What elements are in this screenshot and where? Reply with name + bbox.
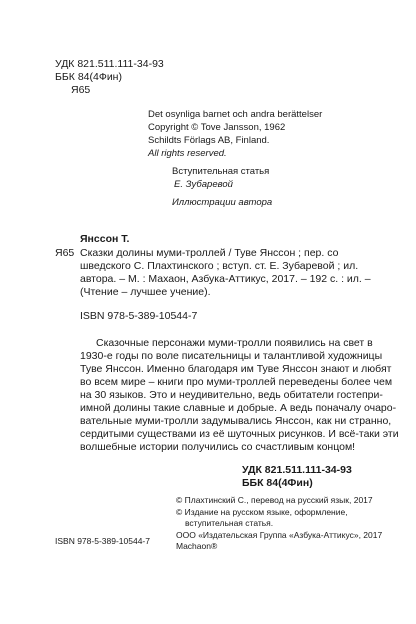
intro-author: Е. Зубаревой	[174, 179, 233, 190]
rights-line: © Плахтинский С., перевод на русский язык, 2017	[176, 495, 373, 505]
rights-line: вступительная статья.	[185, 518, 274, 528]
author-mark: Я65	[71, 84, 91, 96]
catalog-line: шведского С. Плахтинского ; вступ. ст. Е. Зубаревой ; ил.	[80, 260, 359, 272]
annotation-line: Туве Янссон. Именно благодаря им Туве Янссон знают и любят	[80, 363, 392, 375]
footer-isbn: ISBN 978-5-389-10544-7	[55, 536, 150, 546]
bbk-code-bottom: ББК 84(4Фин)	[242, 477, 313, 489]
original-copyright: Copyright © Tove Jansson, 1962	[148, 122, 286, 133]
annotation-line: вательные муми-тролли задумывались Янссон, как ни странно,	[80, 415, 392, 427]
bbk-code: ББК 84(4Фин)	[55, 71, 122, 83]
catalog-author-heading: Янссон Т.	[80, 233, 130, 245]
annotation-line: сердитыми существами из её шуточных рисунков. И всё-таки эти	[80, 428, 399, 440]
annotation-line: 1930-е годы по воле писательницы и талантливой художницы	[80, 350, 383, 362]
original-publisher: Schildts Förlags AB, Finland.	[148, 135, 270, 146]
classification-block	[55, 58, 164, 97]
intro-block	[172, 166, 272, 209]
rights-line: © Издание на русском языке, оформление,	[176, 507, 348, 517]
annotation-line: Сказочные персонажи муми-тролли появились на свет в	[96, 337, 373, 349]
illustrations-credit: Иллюстрации автора	[172, 197, 273, 208]
annotation-line: во всем мире – книги про муми-троллей переведены более чем	[80, 376, 393, 388]
footer-rights	[176, 495, 382, 552]
classification-bottom	[242, 464, 352, 490]
original-rights: All rights reserved.	[148, 148, 227, 159]
original-edition-block	[148, 109, 322, 160]
udk-code: УДК 821.511.111-34-93	[55, 58, 164, 70]
intro-label: Вступительная статья	[172, 166, 270, 177]
annotation-line: имной долины такие славные и добрые. А ведь поначалу очаро-	[80, 402, 397, 414]
catalog-description	[80, 247, 371, 299]
rights-line: ООО «Издательская Группа «Азбука-Аттикус», 2017	[176, 530, 383, 540]
catalog-mark: Я65	[55, 247, 75, 259]
catalog-line: (Чтение – лучшее учение).	[80, 286, 211, 298]
rights-line: Machaon®	[176, 541, 218, 551]
annotation-line: волшебные истории получились со счастливым концом!	[80, 441, 356, 453]
udk-code-bottom: УДК 821.511.111-34-93	[242, 464, 352, 476]
annotation	[80, 337, 399, 454]
annotation-line: на 30 языков. Это и неудивительно, ведь обитатели гостепри-	[80, 389, 383, 401]
original-title: Det osynliga barnet och andra berättelser	[148, 109, 323, 120]
catalog-line: автора. – М. : Махаон, Азбука-Аттикус, 2017. – 192 с. : ил. –	[80, 273, 371, 285]
catalog-isbn: ISBN 978-5-389-10544-7	[80, 310, 198, 322]
catalog-line: Сказки долины муми-троллей / Туве Янссон ; пер. со	[80, 247, 339, 259]
